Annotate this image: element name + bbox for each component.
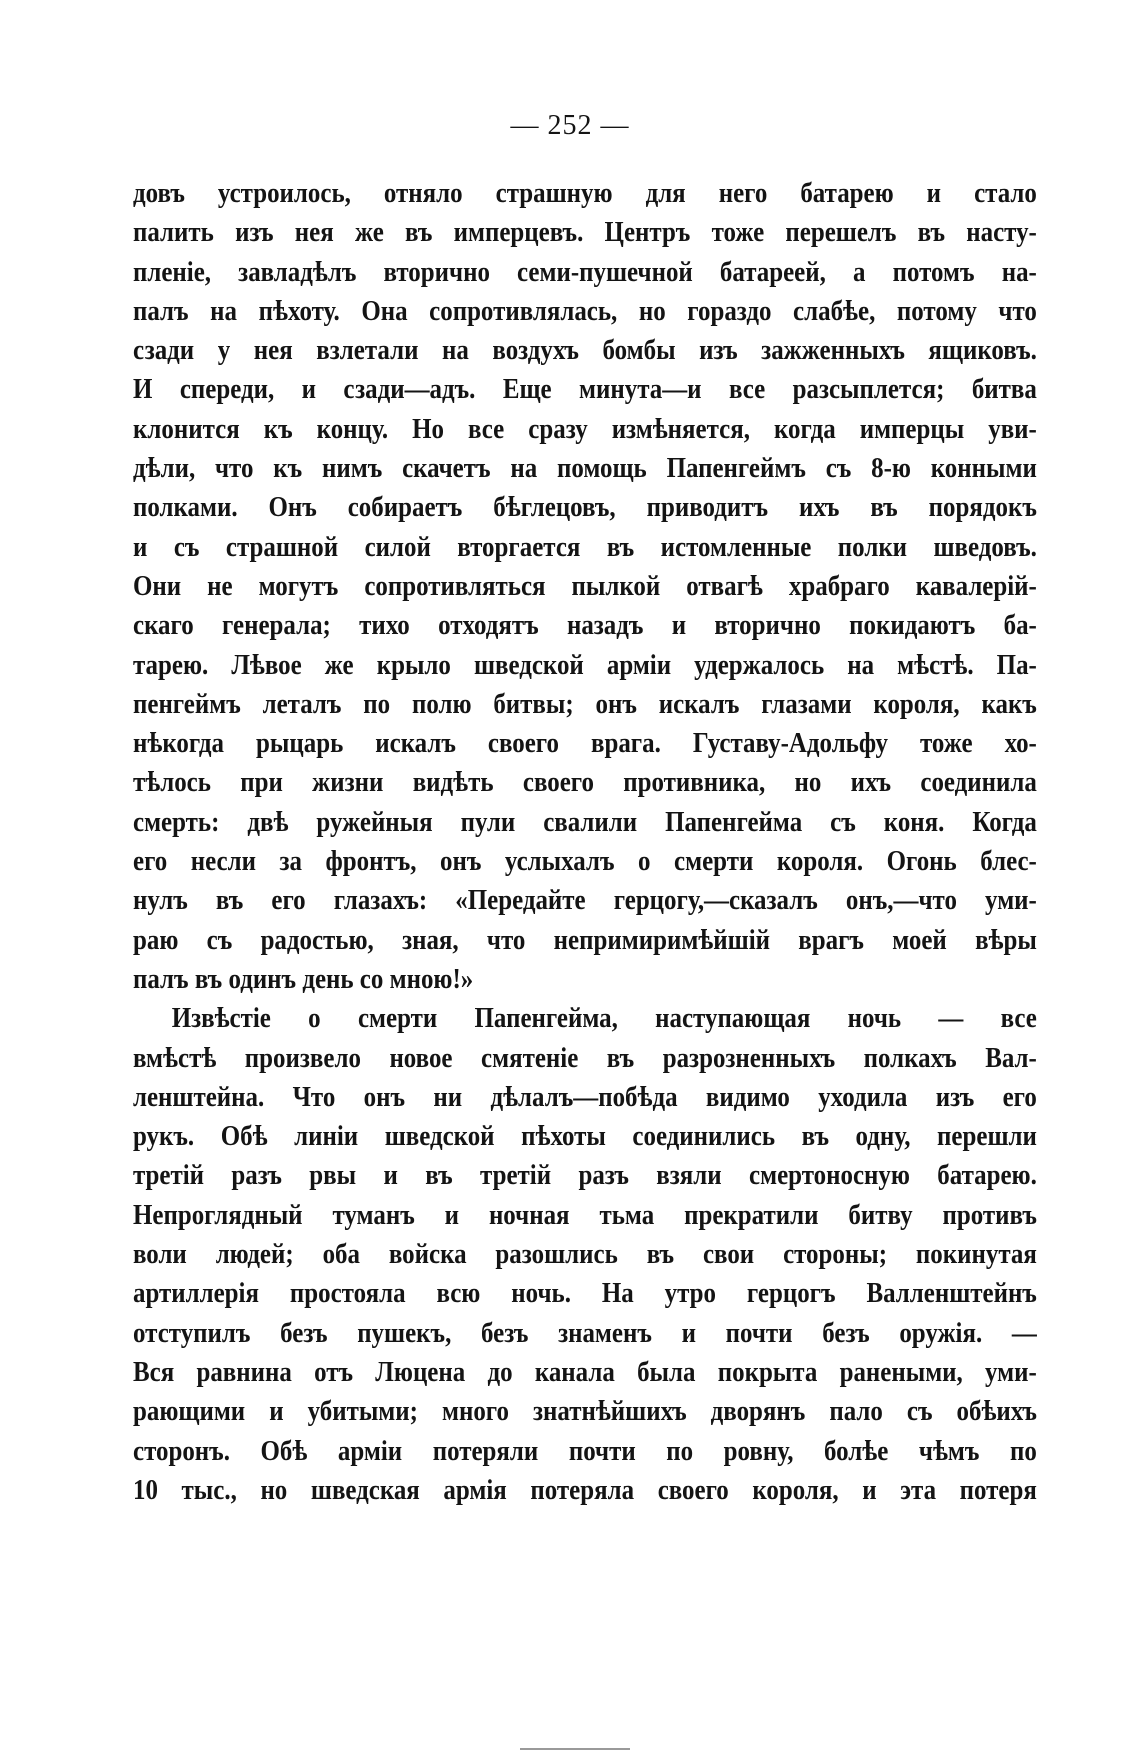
text-line: полками. Онъ собираетъ бѣглецовъ, приводитъ ихъ въ порядокъ [133, 491, 1037, 524]
body-text [133, 174, 1037, 1510]
text-line: клонится къ концу. Но все сразу измѣняется, когда имперцы уви- [133, 412, 1037, 445]
text-line: раю съ радостью, зная, что непримиримѣйшій врагъ моей вѣры [133, 923, 1037, 956]
text-line: довъ устроилось, отняло страшную для него батарею и стало [133, 177, 1037, 209]
text-line: Извѣстіе о смерти Папенгейма, наступающая ночь — все [171, 1002, 1037, 1035]
text-line: рукъ. Обѣ линіи шведской пѣхоты соединились въ одну, перешли [133, 1120, 1037, 1153]
text-line: Вся равнина отъ Люцена до канала была покрыта ранеными, уми- [133, 1355, 1037, 1388]
text-line: нѣкогда рыцарь искалъ своего врага. Густаву-Адольфу тоже хо- [133, 727, 1037, 760]
text-line: и съ страшной силой вторгается въ истомленные полки шведовъ. [133, 530, 1037, 563]
footer-rule [520, 1748, 630, 1754]
text-line: палить изъ нея же въ имперцевъ. Центръ тоже перешелъ въ насту- [133, 216, 1037, 249]
text-line: вмѣстѣ произвело новое смятеніе въ разрозненныхъ полкахъ Вал- [133, 1041, 1037, 1074]
page-number: — 252 — [510, 110, 630, 141]
text-line: третій разъ рвы и въ третій разъ взяли смертоносную батарею. [133, 1159, 1037, 1192]
text-line: тарею. Лѣвое же крыло шведской арміи удержалось на мѣстѣ. Па- [133, 648, 1037, 681]
text-line: ленштейна. Что онъ ни дѣлалъ—побѣда видимо уходила изъ его [133, 1080, 1037, 1113]
text-line: артиллерія простояла всю ночь. На утро герцогъ Валленштейнъ [133, 1277, 1037, 1310]
text-line: палъ на пѣхоту. Она сопротивлялась, но гораздо слабѣе, потому что [133, 294, 1037, 327]
text-line: сзади у нея взлетали на воздухъ бомбы изъ зажженныхъ ящиковъ. [133, 334, 1037, 367]
text-line: рающими и убитыми; много знатнѣйшихъ дворянъ пало съ обѣихъ [133, 1395, 1037, 1428]
text-line: дѣли, что къ нимъ скачетъ на помощь Папенгеймъ съ 8-ю конными [133, 452, 1037, 485]
text-line: пленіе, завладѣлъ вторично семи-пушечной батареей, а потомъ на- [133, 255, 1037, 288]
text-line: И спереди, и сзади—адъ. Еще минута—и все разсыплется; битва [133, 373, 1037, 406]
text-line: Они не могутъ сопротивляться пылкой отвагѣ храбраго кавалерій- [133, 569, 1037, 602]
text-line: воли людей; оба войска разошлись въ свои стороны; покинутая [133, 1238, 1037, 1271]
text-line: 10 тыс., но шведская армія потеряла своего короля, и эта потеря [133, 1473, 1037, 1506]
text-line: его несли за фронтъ, онъ услыхалъ о смерти короля. Огонь блес- [133, 845, 1037, 878]
text-line: тѣлось при жизни видѣть своего противника, но ихъ соединила [133, 766, 1037, 799]
text-line: отступилъ безъ пушекъ, безъ знаменъ и почти безъ оружія. — [133, 1316, 1037, 1349]
text-line: скаго генерала; тихо отходятъ назадъ и вторично покидаютъ ба- [133, 609, 1037, 642]
paragraph [133, 999, 1037, 1510]
paragraph [133, 174, 1037, 999]
text-line: смерть: двѣ ружейныя пули свалили Папенгейма съ коня. Когда [133, 805, 1037, 838]
text-line: Непроглядный туманъ и ночная тьма прекратили битву противъ [133, 1198, 1037, 1231]
text-line: пенгеймъ леталъ по полю битвы; онъ искалъ глазами короля, какъ [133, 687, 1037, 720]
text-line: нулъ въ его глазахъ: «Передайте герцогу,—сказалъ онъ,—что уми- [133, 884, 1037, 917]
text-line: палъ въ одинъ день со мною!» [133, 962, 474, 995]
text-line: сторонъ. Обѣ арміи потеряли почти по ровну, болѣе чѣмъ по [133, 1434, 1037, 1467]
